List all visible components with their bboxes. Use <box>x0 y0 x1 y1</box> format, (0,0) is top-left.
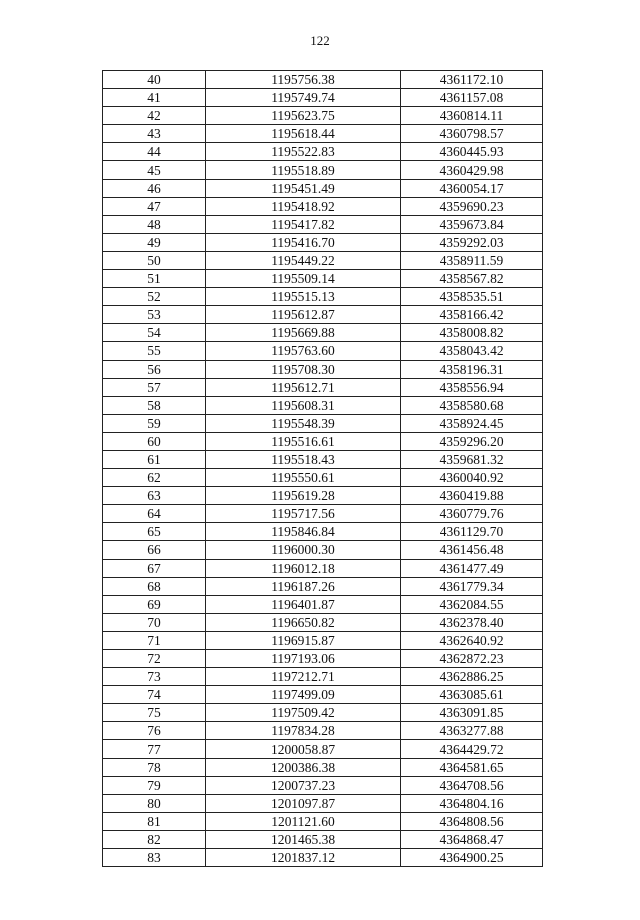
point-number-cell: 47 <box>103 197 206 215</box>
x-coordinate-cell: 1195618.44 <box>206 125 401 143</box>
table-row <box>103 360 543 378</box>
y-coordinate-cell: 4361477.49 <box>401 559 543 577</box>
point-number-cell: 58 <box>103 396 206 414</box>
y-coordinate-cell: 4364808.56 <box>401 812 543 830</box>
y-coordinate-cell: 4358535.51 <box>401 288 543 306</box>
point-number-cell: 70 <box>103 613 206 631</box>
y-coordinate-cell: 4363091.85 <box>401 704 543 722</box>
table-row <box>103 650 543 668</box>
x-coordinate-cell: 1195548.39 <box>206 414 401 432</box>
x-coordinate-cell: 1197834.28 <box>206 722 401 740</box>
y-coordinate-cell: 4358008.82 <box>401 324 543 342</box>
point-number-cell: 56 <box>103 360 206 378</box>
table-row <box>103 704 543 722</box>
y-coordinate-cell: 4362872.23 <box>401 650 543 668</box>
x-coordinate-cell: 1200737.23 <box>206 776 401 794</box>
point-number-cell: 44 <box>103 143 206 161</box>
point-number-cell: 62 <box>103 469 206 487</box>
point-number-cell: 67 <box>103 559 206 577</box>
point-number-cell: 79 <box>103 776 206 794</box>
x-coordinate-cell: 1195623.75 <box>206 107 401 125</box>
table-row <box>103 414 543 432</box>
table-row <box>103 812 543 830</box>
x-coordinate-cell: 1195749.74 <box>206 89 401 107</box>
table-row <box>103 288 543 306</box>
table-row <box>103 595 543 613</box>
y-coordinate-cell: 4363085.61 <box>401 686 543 704</box>
y-coordinate-cell: 4358924.45 <box>401 414 543 432</box>
point-number-cell: 55 <box>103 342 206 360</box>
table-row <box>103 215 543 233</box>
point-number-cell: 60 <box>103 432 206 450</box>
y-coordinate-cell: 4363277.88 <box>401 722 543 740</box>
point-number-cell: 77 <box>103 740 206 758</box>
y-coordinate-cell: 4359296.20 <box>401 432 543 450</box>
y-coordinate-cell: 4358556.94 <box>401 378 543 396</box>
y-coordinate-cell: 4358166.42 <box>401 306 543 324</box>
y-coordinate-cell: 4364900.25 <box>401 849 543 867</box>
x-coordinate-cell: 1195451.49 <box>206 179 401 197</box>
table-row <box>103 342 543 360</box>
point-number-cell: 72 <box>103 650 206 668</box>
table-row <box>103 631 543 649</box>
x-coordinate-cell: 1195612.87 <box>206 306 401 324</box>
y-coordinate-cell: 4360429.98 <box>401 161 543 179</box>
y-coordinate-cell: 4362084.55 <box>401 595 543 613</box>
coordinate-table <box>102 70 543 867</box>
point-number-cell: 81 <box>103 812 206 830</box>
table-row <box>103 830 543 848</box>
x-coordinate-cell: 1195717.56 <box>206 505 401 523</box>
table-row <box>103 396 543 414</box>
y-coordinate-cell: 4359681.32 <box>401 450 543 468</box>
table-row <box>103 432 543 450</box>
point-number-cell: 68 <box>103 577 206 595</box>
table-row <box>103 505 543 523</box>
table-row <box>103 450 543 468</box>
x-coordinate-cell: 1195416.70 <box>206 233 401 251</box>
x-coordinate-cell: 1197499.09 <box>206 686 401 704</box>
table-row <box>103 71 543 89</box>
x-coordinate-cell: 1196000.30 <box>206 541 401 559</box>
y-coordinate-cell: 4364581.65 <box>401 758 543 776</box>
x-coordinate-cell: 1196401.87 <box>206 595 401 613</box>
point-number-cell: 52 <box>103 288 206 306</box>
y-coordinate-cell: 4360040.92 <box>401 469 543 487</box>
point-number-cell: 42 <box>103 107 206 125</box>
point-number-cell: 48 <box>103 215 206 233</box>
table-row <box>103 740 543 758</box>
table-row <box>103 613 543 631</box>
y-coordinate-cell: 4361129.70 <box>401 523 543 541</box>
x-coordinate-cell: 1201121.60 <box>206 812 401 830</box>
y-coordinate-cell: 4360054.17 <box>401 179 543 197</box>
point-number-cell: 73 <box>103 668 206 686</box>
x-coordinate-cell: 1195509.14 <box>206 270 401 288</box>
x-coordinate-cell: 1195417.82 <box>206 215 401 233</box>
x-coordinate-cell: 1195612.71 <box>206 378 401 396</box>
table-row <box>103 161 543 179</box>
x-coordinate-cell: 1195763.60 <box>206 342 401 360</box>
y-coordinate-cell: 4359673.84 <box>401 215 543 233</box>
table-row <box>103 776 543 794</box>
y-coordinate-cell: 4361456.48 <box>401 541 543 559</box>
y-coordinate-cell: 4359690.23 <box>401 197 543 215</box>
table-row <box>103 179 543 197</box>
point-number-cell: 46 <box>103 179 206 197</box>
point-number-cell: 65 <box>103 523 206 541</box>
y-coordinate-cell: 4362378.40 <box>401 613 543 631</box>
point-number-cell: 83 <box>103 849 206 867</box>
table-row <box>103 233 543 251</box>
table-row <box>103 107 543 125</box>
x-coordinate-cell: 1200386.38 <box>206 758 401 776</box>
y-coordinate-cell: 4359292.03 <box>401 233 543 251</box>
y-coordinate-cell: 4360798.57 <box>401 125 543 143</box>
y-coordinate-cell: 4358567.82 <box>401 270 543 288</box>
point-number-cell: 71 <box>103 631 206 649</box>
table-row <box>103 324 543 342</box>
y-coordinate-cell: 4358911.59 <box>401 251 543 269</box>
table-row <box>103 758 543 776</box>
table-row <box>103 686 543 704</box>
table-row <box>103 722 543 740</box>
coordinate-table-body <box>103 71 543 867</box>
x-coordinate-cell: 1201097.87 <box>206 794 401 812</box>
x-coordinate-cell: 1195669.88 <box>206 324 401 342</box>
x-coordinate-cell: 1195418.92 <box>206 197 401 215</box>
x-coordinate-cell: 1195518.43 <box>206 450 401 468</box>
x-coordinate-cell: 1196012.18 <box>206 559 401 577</box>
x-coordinate-cell: 1195522.83 <box>206 143 401 161</box>
y-coordinate-cell: 4361157.08 <box>401 89 543 107</box>
table-row <box>103 559 543 577</box>
point-number-cell: 78 <box>103 758 206 776</box>
x-coordinate-cell: 1195516.61 <box>206 432 401 450</box>
point-number-cell: 66 <box>103 541 206 559</box>
y-coordinate-cell: 4362886.25 <box>401 668 543 686</box>
y-coordinate-cell: 4360419.88 <box>401 487 543 505</box>
y-coordinate-cell: 4358580.68 <box>401 396 543 414</box>
y-coordinate-cell: 4364708.56 <box>401 776 543 794</box>
x-coordinate-cell: 1195756.38 <box>206 71 401 89</box>
table-row <box>103 378 543 396</box>
x-coordinate-cell: 1201465.38 <box>206 830 401 848</box>
x-coordinate-cell: 1195608.31 <box>206 396 401 414</box>
point-number-cell: 69 <box>103 595 206 613</box>
point-number-cell: 54 <box>103 324 206 342</box>
y-coordinate-cell: 4364429.72 <box>401 740 543 758</box>
x-coordinate-cell: 1197212.71 <box>206 668 401 686</box>
point-number-cell: 45 <box>103 161 206 179</box>
x-coordinate-cell: 1195708.30 <box>206 360 401 378</box>
x-coordinate-cell: 1195518.89 <box>206 161 401 179</box>
point-number-cell: 61 <box>103 450 206 468</box>
point-number-cell: 50 <box>103 251 206 269</box>
table-row <box>103 143 543 161</box>
table-row <box>103 577 543 595</box>
x-coordinate-cell: 1197193.06 <box>206 650 401 668</box>
y-coordinate-cell: 4364868.47 <box>401 830 543 848</box>
table-row <box>103 306 543 324</box>
y-coordinate-cell: 4360779.76 <box>401 505 543 523</box>
table-row <box>103 849 543 867</box>
table-row <box>103 487 543 505</box>
y-coordinate-cell: 4361172.10 <box>401 71 543 89</box>
y-coordinate-cell: 4364804.16 <box>401 794 543 812</box>
x-coordinate-cell: 1197509.42 <box>206 704 401 722</box>
point-number-cell: 75 <box>103 704 206 722</box>
x-coordinate-cell: 1201837.12 <box>206 849 401 867</box>
x-coordinate-cell: 1196915.87 <box>206 631 401 649</box>
point-number-cell: 63 <box>103 487 206 505</box>
table-row <box>103 270 543 288</box>
x-coordinate-cell: 1195515.13 <box>206 288 401 306</box>
point-number-cell: 49 <box>103 233 206 251</box>
point-number-cell: 57 <box>103 378 206 396</box>
table-row <box>103 541 543 559</box>
point-number-cell: 51 <box>103 270 206 288</box>
x-coordinate-cell: 1196187.26 <box>206 577 401 595</box>
table-row <box>103 125 543 143</box>
table-row <box>103 794 543 812</box>
x-coordinate-cell: 1200058.87 <box>206 740 401 758</box>
point-number-cell: 80 <box>103 794 206 812</box>
x-coordinate-cell: 1195846.84 <box>206 523 401 541</box>
y-coordinate-cell: 4360814.11 <box>401 107 543 125</box>
table-row <box>103 523 543 541</box>
point-number-cell: 53 <box>103 306 206 324</box>
y-coordinate-cell: 4362640.92 <box>401 631 543 649</box>
point-number-cell: 76 <box>103 722 206 740</box>
table-row <box>103 197 543 215</box>
x-coordinate-cell: 1195550.61 <box>206 469 401 487</box>
point-number-cell: 74 <box>103 686 206 704</box>
x-coordinate-cell: 1195449.22 <box>206 251 401 269</box>
table-row <box>103 89 543 107</box>
point-number-cell: 43 <box>103 125 206 143</box>
point-number-cell: 82 <box>103 830 206 848</box>
y-coordinate-cell: 4358196.31 <box>401 360 543 378</box>
y-coordinate-cell: 4361779.34 <box>401 577 543 595</box>
y-coordinate-cell: 4358043.42 <box>401 342 543 360</box>
table-row <box>103 668 543 686</box>
point-number-cell: 59 <box>103 414 206 432</box>
point-number-cell: 40 <box>103 71 206 89</box>
table-row <box>103 469 543 487</box>
x-coordinate-cell: 1195619.28 <box>206 487 401 505</box>
y-coordinate-cell: 4360445.93 <box>401 143 543 161</box>
point-number-cell: 41 <box>103 89 206 107</box>
point-number-cell: 64 <box>103 505 206 523</box>
table-row <box>103 251 543 269</box>
page-number: 122 <box>310 33 330 48</box>
x-coordinate-cell: 1196650.82 <box>206 613 401 631</box>
